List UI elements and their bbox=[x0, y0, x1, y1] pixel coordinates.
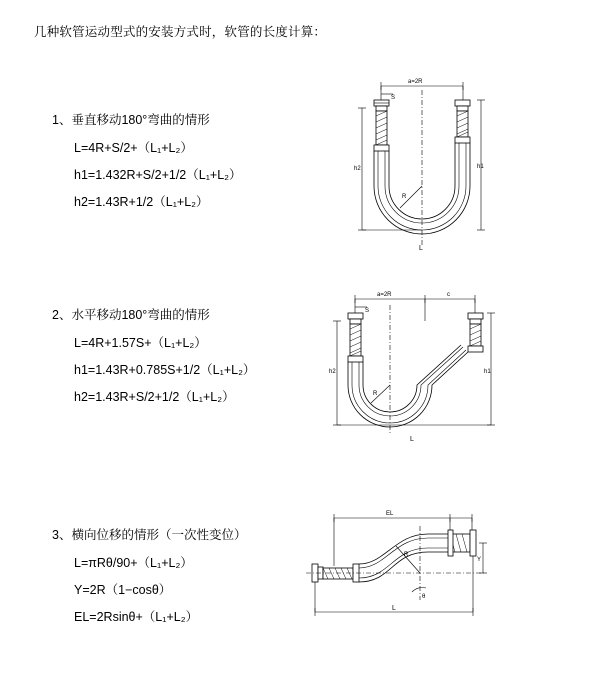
svg-text:S: S bbox=[365, 308, 370, 314]
svg-text:a=2R: a=2R bbox=[377, 292, 392, 298]
svg-text:L: L bbox=[410, 436, 414, 443]
section-2-formula-1: L=4R+1.57S+（L₁+L₂） bbox=[74, 336, 207, 350]
svg-text:h1: h1 bbox=[484, 369, 491, 375]
lateral-offset-diagram bbox=[300, 500, 490, 630]
section-3-formula-3: EL=2Rsinθ+（L₁+L₂） bbox=[74, 610, 199, 624]
section-2-formula-3: h2=1.43R+S/2+1/2（L₁+L₂） bbox=[74, 390, 235, 404]
vertical-180-bend-diagram bbox=[318, 70, 488, 260]
svg-text:Y: Y bbox=[477, 557, 482, 563]
svg-text:h2: h2 bbox=[354, 166, 361, 172]
svg-text:R: R bbox=[404, 552, 409, 558]
section-1-title: 1、垂直移动180°弯曲的情形 bbox=[52, 113, 210, 127]
svg-text:R: R bbox=[373, 391, 378, 397]
section-1-formula-2: h1=1.432R+S/2+1/2（L₁+L₂） bbox=[74, 168, 242, 182]
horizontal-180-bend-diagram bbox=[315, 285, 495, 450]
section-1-text bbox=[52, 110, 242, 219]
svg-text:a=2R: a=2R bbox=[408, 79, 423, 85]
section-3-formula-1: L=πRθ/90+（L₁+L₂） bbox=[74, 556, 193, 570]
svg-text:S: S bbox=[391, 95, 396, 101]
section-3-title: 3、横向位移的情形（一次性变位） bbox=[52, 528, 247, 542]
section-3-formula-2: Y=2R（1−cosθ） bbox=[74, 583, 172, 597]
svg-text:L: L bbox=[419, 245, 423, 252]
section-1-formula-3: h2=1.43R+1/2（L₁+L₂） bbox=[74, 195, 209, 209]
svg-text:R: R bbox=[402, 194, 407, 200]
page-title: 几种软管运动型式的安装方式时，软管的长度计算： bbox=[34, 25, 327, 39]
section-2-formula-2: h1=1.43R+0.785S+1/2（L₁+L₂） bbox=[74, 363, 256, 377]
svg-text:h2: h2 bbox=[329, 369, 336, 375]
section-3-text bbox=[52, 525, 246, 634]
section-2-title: 2、水平移动180°弯曲的情形 bbox=[52, 308, 210, 322]
section-1-formula-1: L=4R+S/2+（L₁+L₂） bbox=[74, 141, 193, 155]
svg-text:θ: θ bbox=[422, 594, 426, 600]
svg-text:EL: EL bbox=[386, 511, 394, 517]
svg-text:L: L bbox=[392, 605, 396, 612]
svg-text:c: c bbox=[447, 292, 450, 298]
svg-text:h1: h1 bbox=[477, 164, 484, 170]
section-2-text bbox=[52, 305, 255, 414]
